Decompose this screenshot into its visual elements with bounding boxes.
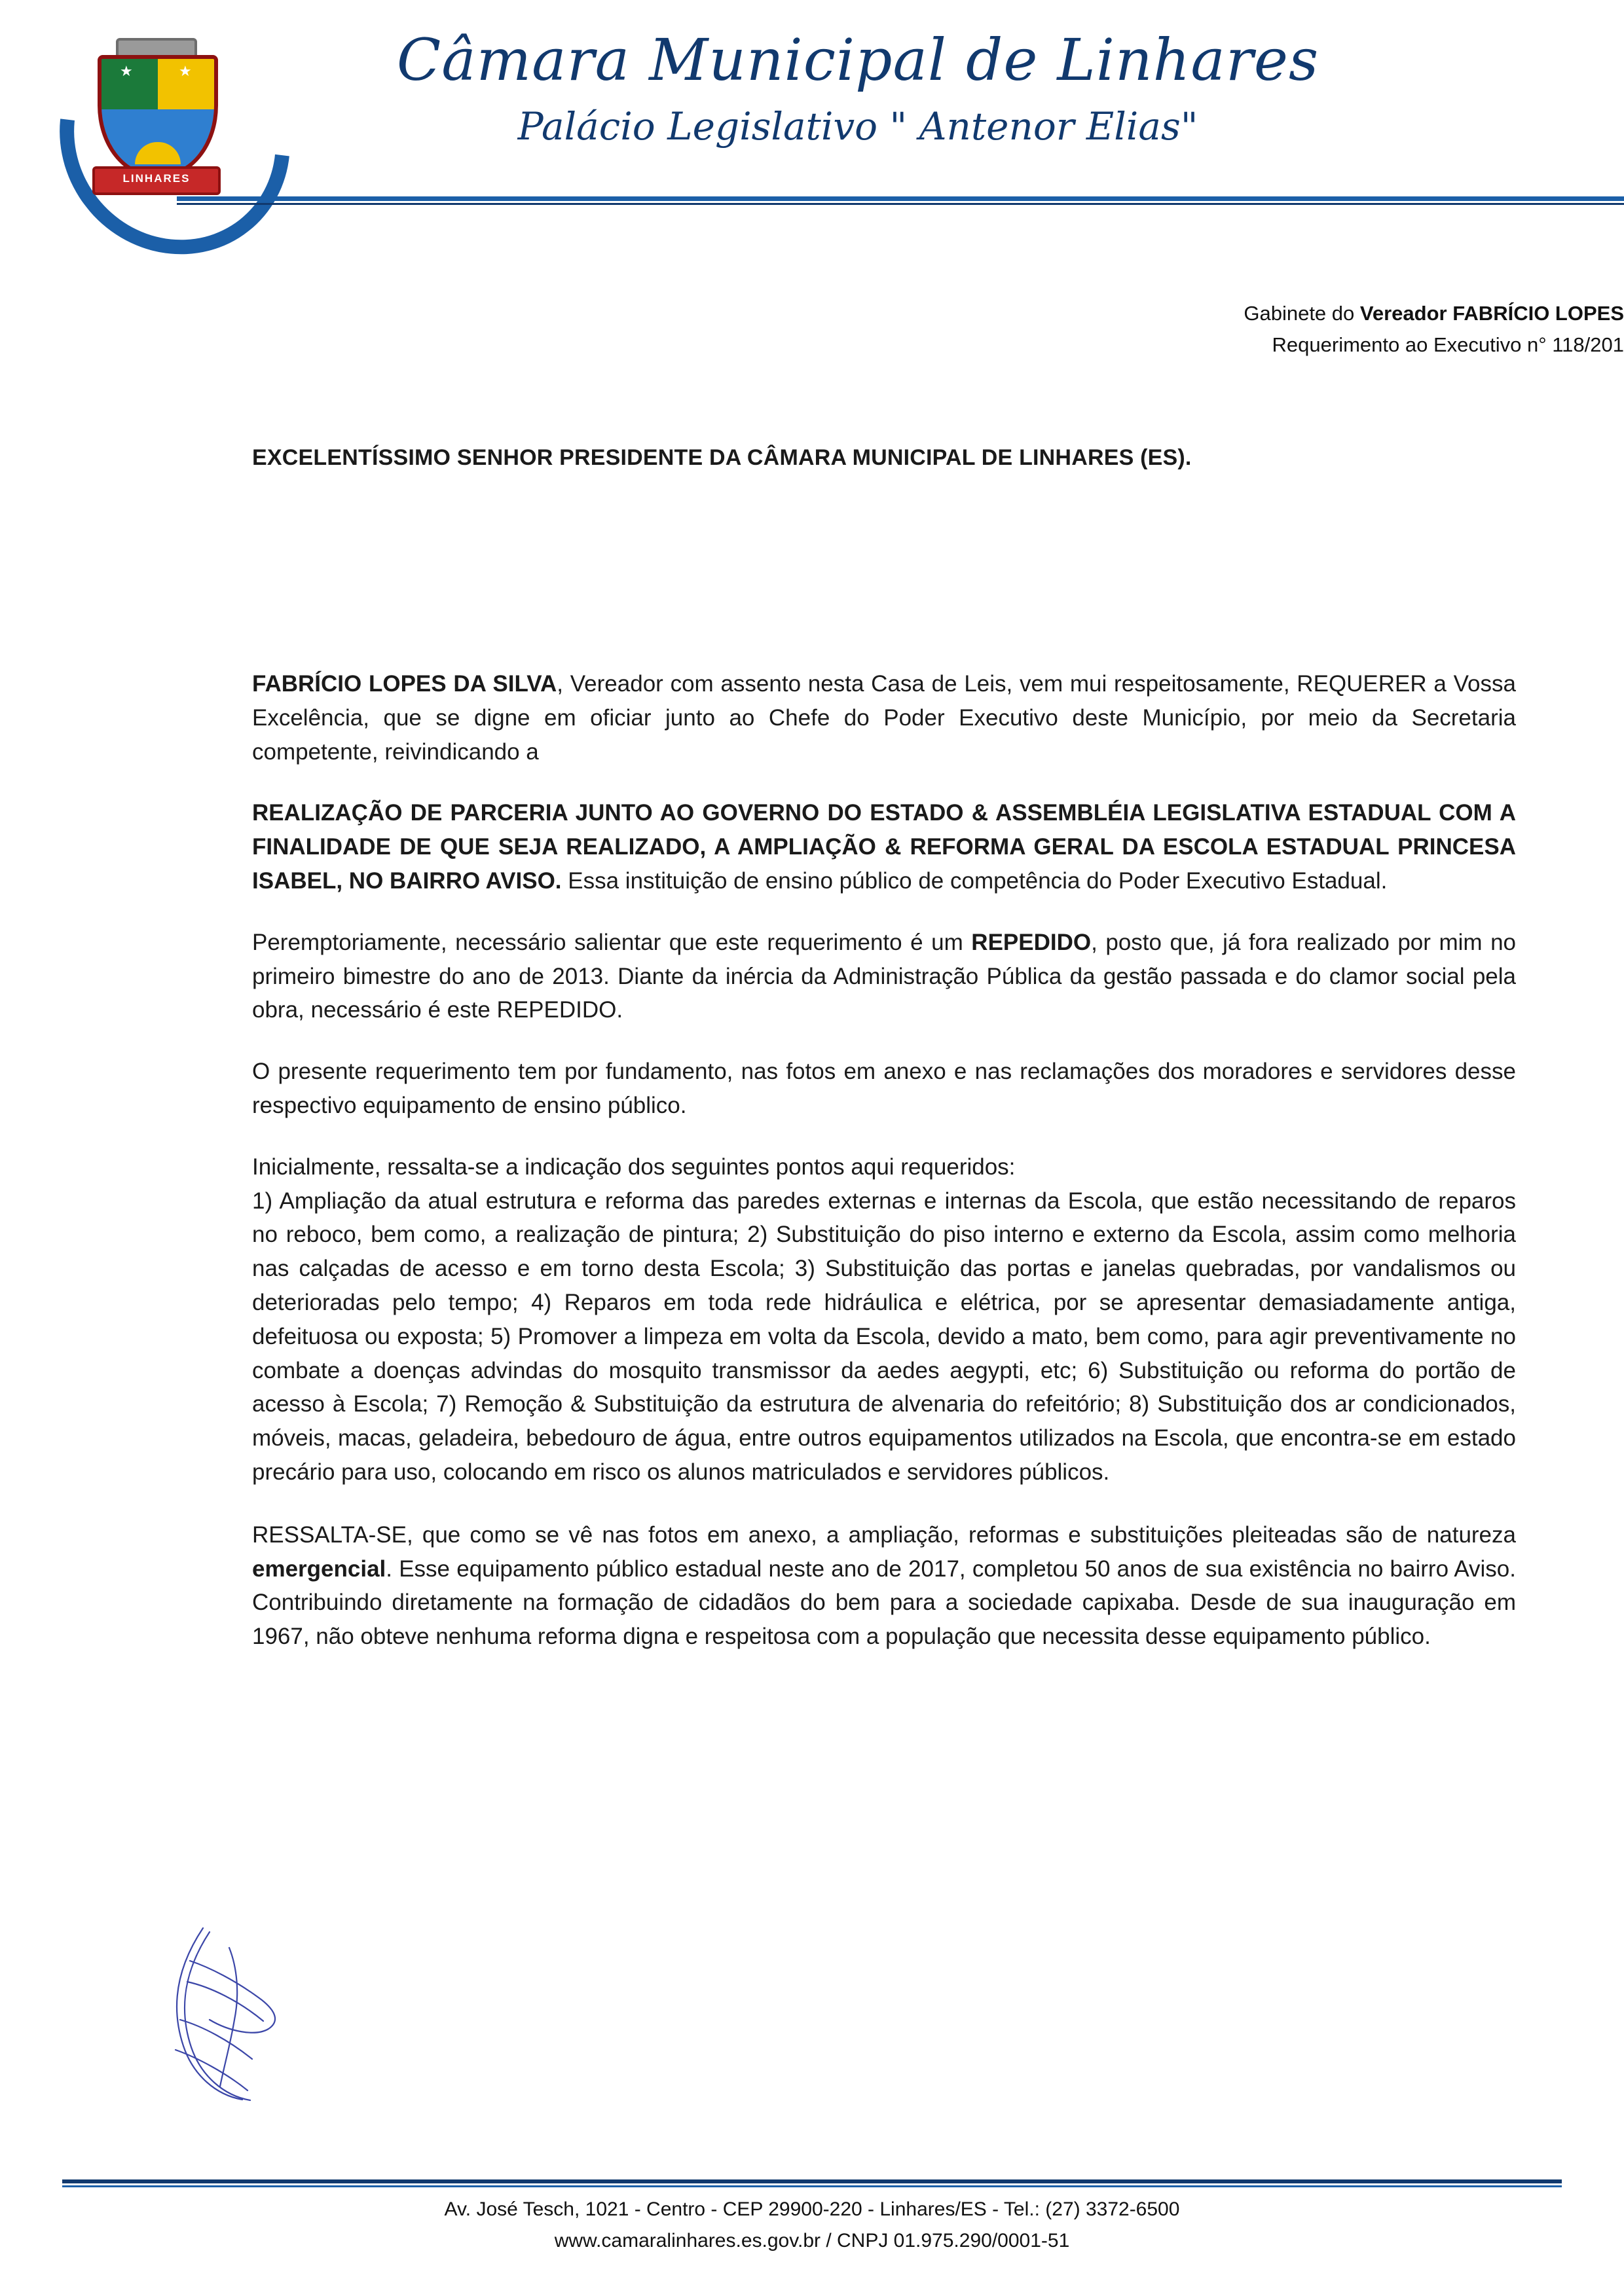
office-reference-block (1244, 298, 1624, 361)
ressalta-text-a: RESSALTA-SE, que como se vê nas fotos em anexo, a ampliação, reformas e substituições pleiteadas são de natureza (252, 1522, 1516, 1548)
star-icon: ★ (179, 63, 192, 79)
requester-name: FABRÍCIO LOPES DA SILVA (252, 671, 557, 697)
items-list-body: 1) Ampliação da atual estrutura e reforma das paredes externas e internas da Escola, que estão necessitando de reparos no reboco, bem como, a realização de pintura; 2) Substituição do piso interno e externo da Escola, assim como melhoria nas calçadas de acesso e em torno desta Escola; 3) Substituição das portas e janelas quebradas, por vandalismos ou deterioradas pelo tempo; 4) Reparos em toda rede hidráulica e elétrica, por se apresentar demasiadamente antiga, defeituosa ou exposta; 5) Promover a limpeza em volta da Escola, devido a mato, bem como, para agir preventivamente no combate a doenças advindas do mosquito transmissor da aedes aegypti, etc; 6) Substituição ou reforma do portão de acesso à Escola; 7) Remoção & Substituição da estrutura de alvenaria do refeitório; 8) Substituição dos ar condicionados, móveis, macas, geladeira, bebedouro de água, entre outros equipamentos utilizados na Escola, que encontra-se em estado precário para uso, colocando em risco os alunos matriculados e servidores públicos. (252, 1188, 1516, 1485)
document-header (0, 0, 1624, 262)
office-line (1244, 298, 1624, 329)
paragraph-foundation: O presente requerimento tem por fundamento, nas fotos em anexo e nas reclamações dos moradores e servidores desse respectivo equipamento de ensino público. (252, 1059, 1516, 1118)
document-body (252, 445, 1516, 1681)
paragraph-request-subject (252, 796, 1516, 898)
paragraph-ressalta-se (252, 1518, 1516, 1654)
paragraph-items-list (252, 1150, 1516, 1489)
request-subject-text: Essa instituição de ensino público de competência do Poder Executivo Estadual. (561, 867, 1388, 894)
items-list-lead: Inicialmente, ressalta-se a indicação dos seguintes pontos aqui requeridos: (252, 1154, 1016, 1180)
star-icon: ★ (120, 63, 133, 79)
document-footer (0, 2194, 1624, 2257)
header-divider (177, 196, 1624, 201)
ressalta-text-b: . Esse equipamento público estadual neste ano de 2017, completou 50 anos de sua existência no bairro Aviso. Contribuindo diretamente na formação de cidadãos do bem para a sociedade capixaba. Desde de sua inauguração em 1967, não obteve nenhuma reforma digna e respeitosa com a população que necessita desse equipamento público. (252, 1556, 1516, 1650)
request-subject-highlight: REALIZAÇÃO DE PARCERIA JUNTO AO GOVERNO DO ESTADO & ASSEMBLÉIA LEGISLATIVA ESTADUAL COM A FINALIDADE DE QUE SEJA REALIZADO, A AMPLIAÇÃO & REFORMA GERAL DA ESCOLA ESTADUAL PRINCESA ISABEL, NO BAIRRO AVISO. (252, 800, 1516, 894)
header-divider-secondary (177, 203, 1624, 205)
repedido-text-b: , posto que, já fora realizado por mim no primeiro bimestre do ano de 2013. Diante da inércia da Administração Pública da gestão passada e do clamor social pela obra, necessário é este REPEDIDO. (252, 929, 1516, 1023)
addressee-line: EXCELENTÍSSIMO SENHOR PRESIDENTE DA CÂMARA MUNICIPAL DE LINHARES (ES). (252, 445, 1192, 470)
header-titles (0, 26, 1624, 149)
office-prefix: Gabinete do (1244, 302, 1360, 325)
footer-website-cnpj: www.camaralinhares.es.gov.br / CNPJ 01.975.290/0001-51 (554, 2230, 1070, 2251)
institution-subtitle: Palácio Legislativo " Antenor Elias" (517, 104, 1198, 149)
request-number: Requerimento ao Executivo n° 118/201 (1272, 333, 1624, 357)
handwritten-signature (164, 1922, 295, 2111)
crest-city-ribbon: LINHARES (92, 166, 221, 195)
institution-title: Câmara Municipal de Linhares (396, 26, 1320, 94)
paragraph-opening (252, 667, 1516, 769)
office-alderman-name: Vereador FABRÍCIO LOPES (1359, 302, 1624, 325)
footer-divider (62, 2179, 1562, 2183)
repedido-highlight: REPEDIDO (971, 929, 1092, 955)
footer-divider-accent (62, 2185, 1562, 2187)
footer-address: Av. José Tesch, 1021 - Centro - CEP 29900-220 - Linhares/ES - Tel.: (27) 3372-6500 (444, 2198, 1180, 2220)
paragraph-repedido (252, 926, 1516, 1027)
emergencial-highlight: emergencial (252, 1556, 386, 1582)
paragraph-opening-text: , Vereador com assento nesta Casa de Leis, vem mui respeitosamente, REQUERER a Vossa Excelência, que se digne em oficiar junto ao Chefe do Poder Executivo deste Município, por meio da Secretaria competente, reivindicando a (252, 671, 1516, 765)
repedido-text-a: Peremptoriamente, necessário salientar que este requerimento é um (252, 929, 972, 955)
